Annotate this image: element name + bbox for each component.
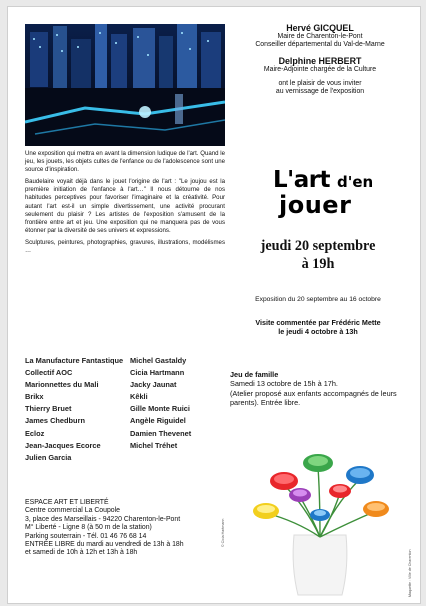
exposition-dates: Exposition du 20 septembre au 16 octobre — [255, 296, 381, 303]
artists-column-1 — [25, 355, 125, 464]
artist-name: Angèle Riguidel — [130, 416, 186, 426]
host-name-1: Hervé GICQUEL — [286, 23, 354, 33]
artist-name: Julien Garcia — [25, 452, 72, 462]
cups-sculpture-image — [236, 437, 406, 601]
photo-credit: © Cicia Hartmann — [221, 518, 225, 547]
venue-phone: Parking souterrain - Tél. 01 46 76 68 14 — [25, 532, 147, 540]
artist-name: Thierry Bruet — [25, 404, 72, 414]
artist-name: James Chedburn — [25, 416, 85, 426]
artist-name: Collectif AOC — [25, 368, 73, 378]
artist-name: Jacky Jaunat — [130, 380, 177, 390]
logo-word-art: L'art — [273, 167, 331, 193]
venue-metro: M° Liberté - Ligne 8 (à 50 m de la station) — [25, 524, 152, 532]
intro-paragraph-1: Une exposition qui mettra en avant la dimension ludique de l'art. Quand le jeu, les jouets, les objets cultes de l'enfance ou de l'adolescence sont une source d'inspiration. — [25, 150, 225, 174]
artist-name: La Manufacture Fantastique — [25, 356, 124, 365]
host-role-1a: Maire de Charenton-le-Pont — [277, 33, 363, 40]
venue-info — [25, 499, 225, 558]
intro-text — [25, 150, 225, 259]
hosts-block — [226, 23, 414, 96]
intro-paragraph-2: Baudelaire voyait déjà dans le jouet l'origine de l'art : "Le joujou est la première initiation de l'enfance à l'art…" Il nous détourne de nos habitudes perceptives pour favoriser l'imaginaire et la créativité. Pour autant l'art est-il un simple divertissement, une activité procurant seulement du plaisir ? Les artistes de l'exposition s'amusent de la frontière entre art et jeu. Une exposition qui ne manquera pas de vous étonner par la diversité de ses univers et expressions. — [25, 178, 225, 234]
date-day: jeudi 20 septembre — [260, 238, 376, 254]
visit-line-2: le jeudi 4 octobre à 13h — [278, 327, 358, 336]
family-line-1: Samedi 13 octobre de 15h à 17h. — [230, 379, 338, 389]
venue-hours: ENTRÉE LIBRE du mardi au vendredi de 13h à 18h — [25, 541, 184, 549]
family-line-2: (Atelier proposé aux enfants accompagnés de leurs parents). Entrée libre. — [230, 388, 397, 408]
artist-name: Brikx — [25, 392, 44, 402]
guided-visit — [230, 318, 406, 336]
artist-name: Michel Gastaldy — [130, 356, 187, 365]
invite-line-2: au vernissage de l'exposition — [275, 88, 365, 96]
layout-credit: Maquette : Ville de Charenton — [408, 549, 412, 597]
exhibition-photo — [25, 24, 225, 146]
venue-hours-saturday: et samedi de 10h à 12h et 13h à 18h — [25, 549, 138, 557]
artist-name: Gille Monte Ruici — [130, 404, 190, 414]
artist-name: Jean-Jacques Ecorce — [25, 440, 101, 450]
artist-name: Ecloz — [25, 428, 45, 438]
venue-address: 3, place des Marseillais - 94220 Charenton-le-Pont — [25, 515, 181, 523]
artist-name: Damien Thevenet — [130, 428, 192, 438]
artist-name: Cicia Hartmann — [130, 368, 185, 378]
invite-line-1: ont le plaisir de vous inviter — [278, 79, 362, 87]
venue-name: ESPACE ART ET LIBERTÉ — [25, 499, 109, 506]
host-name-2: Delphine HERBERT — [278, 55, 362, 66]
artist-name: Michel Tréhet — [130, 440, 178, 450]
intro-paragraph-3: Sculptures, peintures, photographies, gravures, illustrations, modélismes … — [25, 238, 225, 255]
visit-line-1: Visite commentée par Frédéric Mette — [255, 318, 381, 327]
date-time: à 19h — [301, 256, 335, 272]
artist-name: Marionnettes du Mali — [25, 380, 99, 390]
host-role-1b: Conseiller départemental du Val-de-Marne — [255, 41, 385, 49]
exhibition-logo — [271, 167, 391, 227]
artists-column-2 — [130, 355, 230, 452]
logo-word-jouer: jouer — [279, 191, 352, 219]
logo-word-den: d'en — [337, 173, 374, 191]
vernissage-date — [233, 237, 403, 273]
family-title: Jeu de famille — [230, 370, 279, 379]
venue-line: Centre commercial La Coupole — [25, 507, 120, 515]
invitation-card — [7, 6, 421, 604]
host-role-2: Maire-Adjointe chargée de la Culture — [263, 65, 377, 73]
family-workshop — [230, 370, 400, 408]
artist-name: Kêkli — [130, 392, 148, 402]
